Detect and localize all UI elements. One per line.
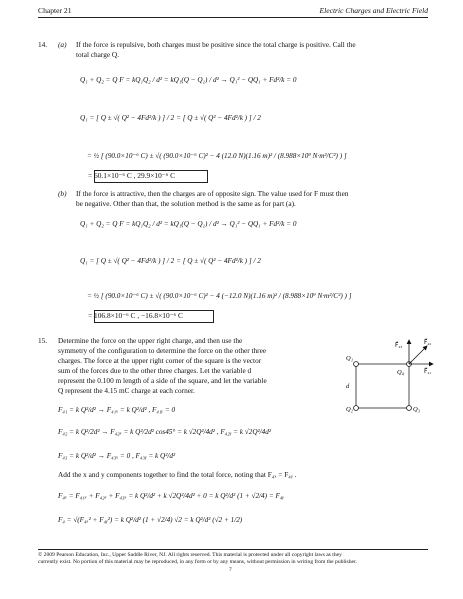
part-a-eq-1: Q₁ + Q₂ = Q F = kQ₁Q₂ / d² = kQ₁(Q − Q₁) / d² → Q₁² − QQ₁ + Fd²/k = 0 xyxy=(80,76,297,84)
footer-rule xyxy=(38,549,428,550)
label-d: d xyxy=(346,383,350,390)
part-b-eq-3: = ½ [ (90.0×10⁻⁶ C) ± √( (90.0×10⁻⁶ C)² − 4 (−12.0 N)(1.16 m)² / (8.988×10⁹ N·m²/C²) ) ] xyxy=(87,292,352,300)
label-f42: F⃗₄₂ xyxy=(424,340,432,346)
p15-text-1: Determine the force on the upper right charge, and then use the xyxy=(58,336,243,345)
label-f41: F⃗₄₁ xyxy=(424,369,432,375)
part-a-label: (a) xyxy=(58,40,67,49)
label-q2: Q₂ xyxy=(346,406,353,413)
page-number: 7 xyxy=(229,567,232,573)
part-a-eq-2: Q₁ = [ Q ± √( Q² − 4Fd²/k ) ] / 2 = [ Q ± √( Q² − 4Fd²/k ) ] / 2 xyxy=(80,114,261,122)
charge-q3-dot xyxy=(407,406,412,411)
part-b-text-1: If the force is attractive, then the charges are of opposite sign. The value used for F must then xyxy=(76,189,349,198)
p15-text-3: charges. The force at the upper right corner of the square is the vector xyxy=(58,356,262,365)
part-a-text-1: If the force is repulsive, both charges must be positive since the total charge is positive. Call the xyxy=(76,40,356,49)
p15-text-4: sum of the forces due to the other three charges. Let the variable d xyxy=(58,366,252,375)
p15-text-2: symmetry of the configuration to determine the force on the other three xyxy=(58,346,267,355)
footer-copyright-2: currently exist. No portion of this material may be reproduced, in any form or by any means, without permission in writing from the publisher. xyxy=(38,559,357,565)
part-b-text-2: be negative. Other than that, the solution method is the same as for part (a). xyxy=(76,199,296,208)
charge-q1-dot xyxy=(354,362,359,367)
part-a-text-2: total charge Q. xyxy=(76,50,120,59)
problem-14-number: 14. xyxy=(38,40,48,49)
label-q1: Q₁ xyxy=(346,355,353,362)
problem-15-number: 15. xyxy=(38,336,48,345)
p15-eq-f43: F₄₃ = k Q²/d² → F₄₃ₓ = 0 , F₄₃ᵧ = k Q²/d² xyxy=(58,452,176,460)
p15-eq-f42: F₄₂ = k Q²/2d² → F₄₂ₓ = k Q²/2d² cos45° = k √2Q²/4d² , F₄₂ᵧ = k √2Q²/4d² xyxy=(58,428,272,436)
p15-eq-f41: F₄₁ = k Q²/d² → F₄₁ₓ = k Q²/d² , F₄₁ᵧ = 0 xyxy=(58,406,176,414)
header-chapter: Chapter 21 xyxy=(38,6,72,15)
p15-eq-f4: F₄ = √(F₄ₓ² + F₄ᵧ²) = k Q²/d² (1 + √2/4) √2 = k Q²/d² (√2 + 1/2) xyxy=(58,516,243,524)
charge-q2-dot xyxy=(354,406,359,411)
p15-add-text: Add the x and y components together to find the total force, noting that F₄ₓ = F₄ᵧ . xyxy=(58,470,297,479)
p15-eq-f4x: F₄ₓ = F₄₁ₓ + F₄₂ₓ + F₄₃ₓ = k Q²/d² + k √2Q²/4d² + 0 = k Q²/d² (1 + √2/4) = F₄ᵧ xyxy=(58,492,285,500)
part-b-eq-1: Q₁ + Q₂ = Q F = kQ₁Q₂ / d² = kQ₁(Q − Q₁) / d² → Q₁² − QQ₁ + Fd²/k = 0 xyxy=(80,220,297,228)
label-f43: F⃗₄₃ xyxy=(395,343,403,349)
part-b-eq-2: Q₁ = [ Q ± √( Q² − 4Fd²/k ) ] / 2 = [ Q ± √( Q² − 4Fd²/k ) ] / 2 xyxy=(80,257,261,265)
footer-copyright-1: © 2009 Pearson Education, Inc., Upper Saddle River, NJ. All rights reserved. This material is protected under all copyright laws as they xyxy=(38,552,342,558)
part-b-result: = 106.8×10⁻⁶ C , −16.8×10⁻⁶ C xyxy=(88,311,183,320)
header-title: Electric Charges and Electric Field xyxy=(319,6,428,15)
part-a-eq-3: = ½ [ (90.0×10⁻⁶ C) ± √( (90.0×10⁻⁶ C)² − 4 (12.0 N)(1.16 m)² / (8.988×10⁹ N·m²/C²) ) ] xyxy=(87,152,347,160)
label-q4: Q₄ xyxy=(397,369,404,376)
part-b-label: (b) xyxy=(58,189,67,198)
label-q3: Q₃ xyxy=(413,406,420,413)
p15-text-6: Q represent the 4.15 mC charge at each corner. xyxy=(58,386,195,395)
vector-f42 xyxy=(409,346,427,364)
part-a-result: = 60.1×10⁻⁶ C , 29.9×10⁻⁶ C xyxy=(88,171,176,180)
p15-text-5: represent the 0.100 m length of a side of the square, and let the variable xyxy=(58,376,267,385)
